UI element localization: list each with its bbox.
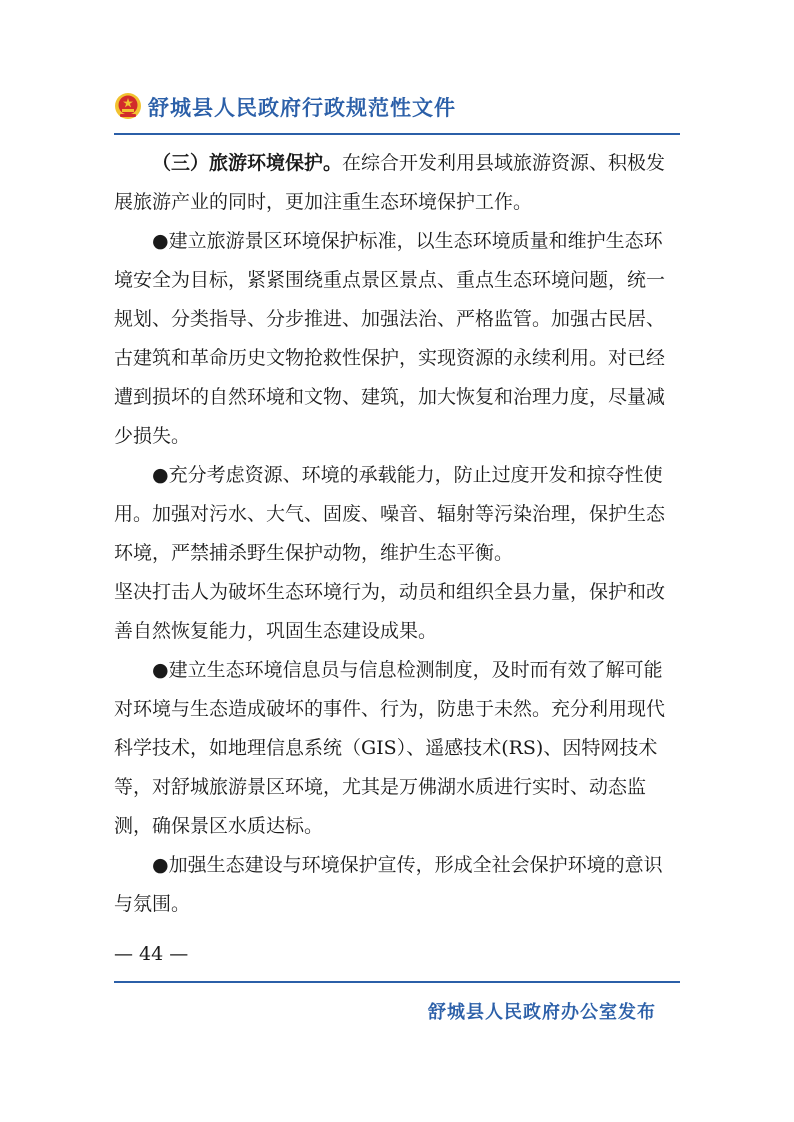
bullet-paragraph-2: ●充分考虑资源、环境的承载能力，防止过度开发和掠夺性使用。加强对污水、大气、固废、噪音、辐射等污染治理，保护生态环境，严禁捕杀野生保护动物，维护生态平衡。 (114, 464, 666, 564)
section-intro: 在综合开发利用县域旅游资源、积极发展旅游产业的同时，更加注重生态环境保护工作。 (114, 152, 666, 213)
bullet-paragraph-1: ●建立旅游景区环境保护标准，以生态环境质量和维护生态环境安全为目标，紧紧围绕重点景区景点、重点生态环境问题，统一规划、分类指导、分步推进、加强法治、严格监管。加强古民居、古建筑和革命历史文物抢救性保护，实现资源的永续利用。对已经遭到损坏的自然环境和文物、建筑，加大恢复和治理力度，尽量减少损失。 (114, 230, 666, 447)
section-paragraph (114, 144, 680, 222)
bullet-paragraph-4: ●加强生态建设与环境保护宣传，形成全社会保护环境的意识与氛围。 (114, 854, 663, 915)
page-number: — 44 — (114, 943, 189, 965)
publisher-label: 舒城县人民政府办公室发布 (428, 1002, 656, 1023)
plain-paragraph: 坚决打击人为破坏生态环境行为，动员和组织全县力量，保护和改善自然恢复能力，巩固生态建设成果。 (114, 581, 666, 642)
header-title: 舒城县人民政府行政规范性文件 (148, 96, 456, 120)
national-emblem-icon (114, 92, 142, 120)
document-header (114, 90, 680, 130)
section-heading: （三）旅游环境保护。 (152, 152, 343, 174)
footer-rule (114, 981, 680, 983)
document-body (114, 144, 680, 924)
bullet-paragraph-3: ●建立生态环境信息员与信息检测制度，及时而有效了解可能对环境与生态造成破坏的事件、行为，防患于未然。充分利用现代科学技术，如地理信息系统（GIS）、遥感技术(RS)、因特网技术等，对舒城旅游景区环境，尤其是万佛湖水质进行实时、动态监测，确保景区水质达标。 (114, 659, 666, 837)
header-rule (114, 133, 680, 135)
